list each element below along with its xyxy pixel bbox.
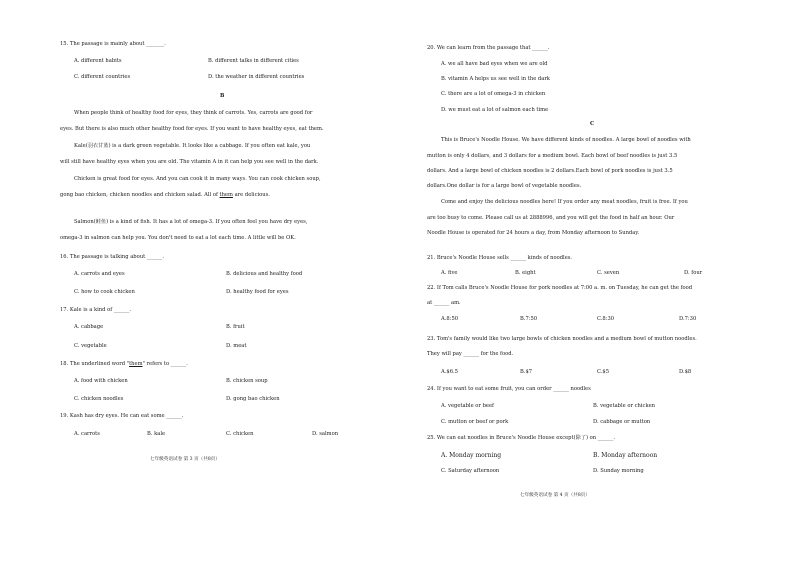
page-footer: 七年级英语试卷 第 4 页（共8页）	[520, 493, 590, 498]
page-footer: 七年级英语试卷 第 3 页（共8页）	[150, 457, 220, 462]
q25-option-d: D. Sunday morning	[593, 468, 644, 474]
q18-option-a: A. food with chicken	[74, 378, 128, 384]
q17-option-d: D. meat	[226, 343, 247, 349]
section-b-label: B	[220, 93, 225, 99]
passage-b-line: Salmon(鲑鱼) is a kind of fish. It has a lot of omega-3. If you often feel you have dry eyes,	[74, 219, 308, 225]
passage-b-line: omega-3 in salmon can help you. You don't need to eat a lot each time. A little will be OK.	[60, 235, 296, 241]
passage-c-line: mutton is only 4 dollars, and 3 dollars for a medium bowl. Each bowl of beef noodles is just 3.5	[427, 153, 678, 159]
question-24-stem: 24. If you want to eat some fruit, you can order ______ noodles	[427, 386, 591, 392]
passage-b-line: Kale(羽衣甘蓝) is a dark green vegetable. It looks like a cabbage. If you often eat kale, you	[74, 143, 311, 149]
question-16-stem: 16. The passage is talking about ______.	[60, 254, 165, 260]
passage-c-line: are too busy to come. Please call us at 2888996, and you will get the food in half an hour. Our	[427, 215, 675, 221]
q22-option-b: B.7:50	[520, 316, 538, 322]
passage-b-text: are delicious.	[232, 192, 270, 198]
question-17-stem: 17. Kale is a kind of ______.	[60, 307, 131, 313]
q21-option-b: B. eight	[515, 270, 536, 276]
question-23-stem-cont: They will pay ______ for the food.	[427, 351, 514, 357]
q16-option-c: C. how to cook chicken	[74, 289, 135, 295]
question-19-stem: 19. Kash has dry eyes. He can eat some ______.	[60, 413, 184, 419]
q18-option-d: D. gong bao chicken	[226, 396, 280, 402]
q23-option-c: C.$5	[597, 369, 610, 375]
q16-option-b: B. delicious and healthy food	[226, 271, 303, 277]
q18-stem-text: " refers to ______.	[142, 361, 188, 367]
q24-option-a: A. vegetable or beef	[441, 403, 494, 409]
question-21-stem: 21. Bruce's Noodle House sells ______ kinds of noodles.	[427, 255, 573, 261]
q19-option-b: B. kale	[147, 431, 166, 437]
q20-option-c: C. there are a lot of omega-3 in chicken	[441, 91, 546, 97]
q16-option-d: D. healthy food for eyes	[226, 289, 289, 295]
q24-option-d: D. cabbage or mutton	[593, 419, 651, 425]
q25-option-a: A. Monday morning	[441, 452, 502, 459]
section-c-label: C	[590, 121, 595, 127]
q19-option-a: A. carrots	[74, 431, 100, 437]
q18-option-c: C. chicken noodles	[74, 396, 124, 402]
q15-option-c: C. different countries	[74, 74, 131, 80]
passage-c-line: This is Bruce's Noodle House. We have different kinds of noodles. A large bowl of noodles with	[441, 137, 691, 143]
q25-option-b: B. Monday afternoon	[593, 452, 658, 459]
q21-option-a: A. five	[441, 270, 458, 276]
question-20-stem: 20. We can learn from the passage that ______.	[427, 45, 550, 51]
passage-c-line: dollars.One dollar is for a large bowl of vegetable noodles.	[427, 183, 582, 189]
passage-b-line: eyes. But there is also much other healthy food for eyes. If you want to have healthy eyes, eat them.	[60, 126, 324, 132]
question-22-stem-cont: at ______ am.	[427, 300, 461, 306]
question-23-stem: 23. Tom's family would like two large bowls of chicken noodles and a medium bowl of mutton noodles.	[427, 336, 697, 342]
q17-option-a: A. cabbage	[74, 324, 104, 330]
q23-option-b: B.$7	[520, 369, 533, 375]
q24-option-b: B. vegetable or chicken	[593, 403, 655, 409]
q22-option-c: C.8:30	[597, 316, 615, 322]
question-22-stem: 22. If Tom calls Bruce's Noodle House for pork noodles at 7:00 a. m. on Tuesday, he can get the food	[427, 285, 693, 291]
q20-option-a: A. we all have bad eyes when we are old	[441, 61, 548, 67]
q21-option-c: C. seven	[597, 270, 620, 276]
passage-c-line: dollars. And a large bowl of chicken noodles is 2 dollars.Each bowl of pork noodles is just 3.5	[427, 168, 673, 174]
question-18-stem	[60, 361, 188, 368]
passage-b-line	[60, 192, 270, 199]
q24-option-c: C. mutton or beef or pork	[441, 419, 509, 425]
q18-underlined-word: them	[129, 361, 143, 367]
q19-option-d: D. salmon	[312, 431, 339, 437]
q18-option-b: B. chicken soup	[226, 378, 268, 384]
passage-c-line: Noodle House is operated for 24 hours a day, from Monday afternoon to Sunday.	[427, 230, 640, 236]
q18-stem-text: 18. The underlined word "	[60, 361, 130, 367]
q15-option-b: B. different talks in different cities	[208, 58, 299, 64]
q15-option-d: D. the weather in different countries	[208, 74, 305, 80]
q16-option-a: A. carrots and eyes	[74, 271, 125, 277]
q25-option-c: C. Saturday afternoon	[441, 468, 500, 474]
q20-option-d: D. we must eat a lot of salmon each time	[441, 107, 549, 113]
question-25-stem: 25. We can eat noodles in Bruce's Noodle House except(除了) on ______.	[427, 435, 615, 441]
passage-c-line: Come and enjoy the delicious noodles here! If you order any meat noodles, fruit is free. If you	[441, 199, 688, 205]
q20-option-b: B. vitamin A helps us see well in the dark	[441, 76, 550, 82]
passage-b-line: will still have healthy eyes when you are old. The vitamin A in it can help you see well in the dark.	[60, 159, 319, 165]
q23-option-a: A.$6.5	[441, 369, 458, 375]
question-15-stem: 15. The passage is mainly about _______.	[60, 41, 166, 47]
q23-option-d: D.$8	[679, 369, 692, 375]
q21-option-d: D. four	[684, 270, 703, 276]
passage-b-line: Chicken is great food for eyes. And you can cook it in many ways. You can cook chicken soup,	[74, 176, 321, 182]
q15-option-a: A. different habits	[74, 58, 122, 64]
q22-option-d: D.7:30	[679, 316, 697, 322]
q19-option-c: C. chicken	[226, 431, 254, 437]
passage-b-line: When people think of healthy food for eyes, they think of carrots. Yes, carrots are good for	[74, 110, 313, 116]
passage-b-text: gong bao chicken, chicken noodles and chicken salad. All of	[60, 192, 220, 198]
underlined-word-them: them	[219, 192, 233, 198]
q17-option-b: B. fruit	[226, 324, 245, 330]
q17-option-c: C. vegetable	[74, 343, 107, 349]
q22-option-a: A.8:50	[441, 316, 459, 322]
